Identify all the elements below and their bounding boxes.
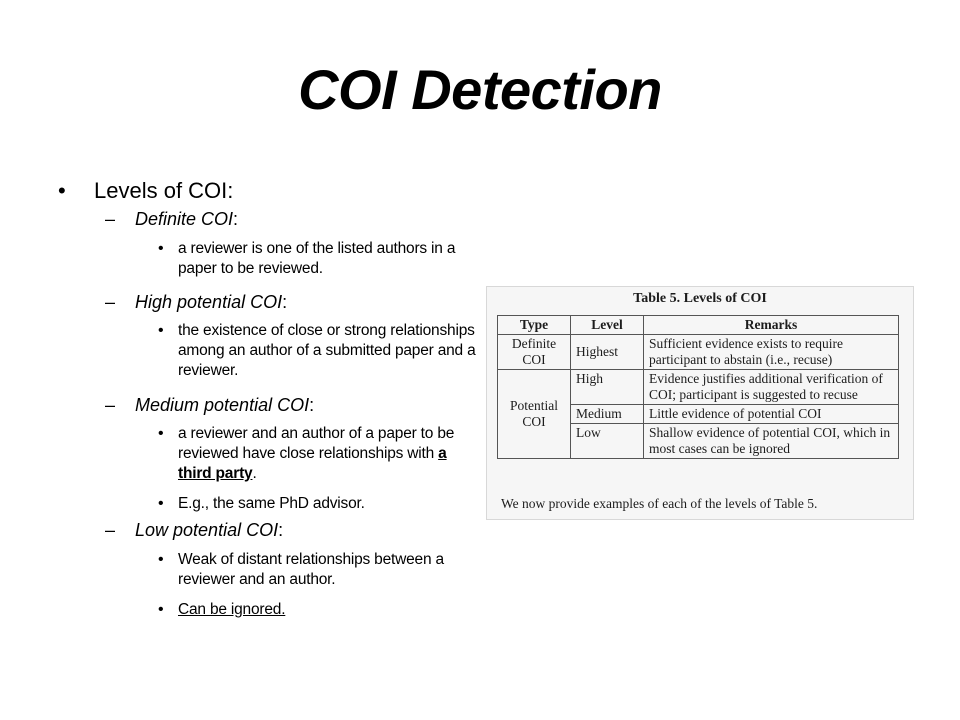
text-definite-1: a reviewer is one of the listed authors in a paper to be reviewed. (178, 240, 456, 277)
remarks-cell: Evidence justifies additional verification of COI; participant is suggested to recuse (644, 370, 899, 405)
text-low-2: Can be ignored. (178, 601, 286, 618)
text-medium-2: E.g., the same PhD advisor. (178, 495, 365, 512)
bullet-low-2: • (158, 601, 164, 618)
bullet-definite-1: • (158, 240, 164, 257)
dash-high: – (105, 292, 116, 312)
dash-low: – (105, 520, 116, 540)
text-medium-1: a reviewer and an author of a paper to be reviewed have close relationships with a third party. (178, 425, 455, 482)
coi-levels-table-figure (486, 286, 914, 520)
table-note: We now provide examples of each of the levels of Table 5. (501, 496, 818, 511)
third-party-emphasis: a third party (178, 445, 447, 482)
remarks-cell: Sufficient evidence exists to require participant to abstain (i.e., recuse) (644, 335, 899, 370)
remarks-cell: Shallow evidence of potential COI, which in most cases can be ignored (644, 424, 899, 459)
table-row (498, 335, 899, 370)
type-potential-cell: Potential COI (498, 370, 571, 459)
bullet-medium-1: • (158, 425, 164, 442)
bullet-high-1: • (158, 322, 164, 339)
slide-title: COI Detection (298, 58, 662, 121)
bullet-medium-2: • (158, 495, 164, 512)
remarks-cell: Little evidence of potential COI (644, 405, 899, 424)
level1-bullet: • (58, 178, 66, 203)
heading-low-potential-coi: Low potential COI: (135, 520, 284, 540)
level-cell: High (571, 370, 644, 405)
header-level: Level (571, 316, 644, 335)
level-cell: Highest (571, 335, 644, 370)
table-caption: Table 5. Levels of COI (633, 291, 767, 306)
heading-medium-potential-coi: Medium potential COI: (135, 395, 315, 415)
dash-definite: – (105, 209, 116, 229)
level-cell: Medium (571, 405, 644, 424)
type-definite-cell: Definite COI (498, 335, 571, 370)
table-row (498, 370, 899, 405)
coi-levels-table (497, 315, 899, 459)
header-remarks: Remarks (644, 316, 899, 335)
heading-high-potential-coi: High potential COI: (135, 292, 288, 312)
text-high-1: the existence of close or strong relationships among an author of a submitted paper and a reviewer. (178, 322, 476, 379)
level-cell: Low (571, 424, 644, 459)
text-low-1: Weak of distant relationships between a reviewer and an author. (178, 551, 444, 588)
dash-medium: – (105, 395, 116, 415)
header-type: Type (498, 316, 571, 335)
table-header-row (498, 316, 899, 335)
bullet-low-1: • (158, 551, 164, 568)
heading-definite-coi: Definite COI: (135, 209, 239, 229)
levels-heading: Levels of COI: (94, 178, 234, 203)
